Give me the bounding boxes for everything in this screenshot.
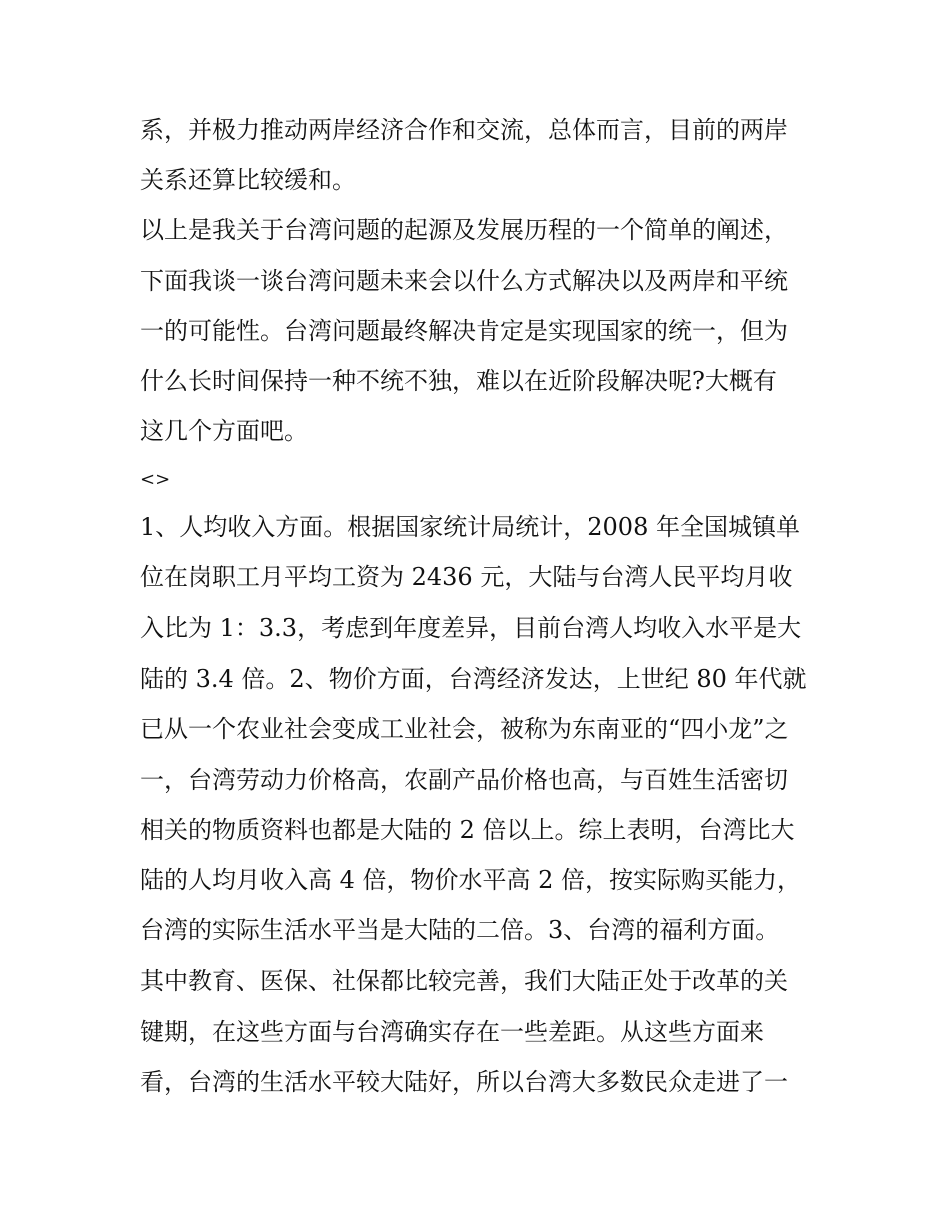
text-line: 下面我谈一谈台湾问题未来会以什么方式解决以及两岸和平统 bbox=[140, 267, 788, 295]
text-line: 相关的物质资料也都是大陆的 2 倍以上。综上表明，台湾比大 bbox=[140, 816, 795, 844]
text-line: 什么长时间保持一种不统不独，难以在近阶段解决呢?大概有 bbox=[140, 367, 777, 395]
text-line: 已从一个农业社会变成工业社会，被称为东南亚的“四小龙”之 bbox=[140, 715, 789, 743]
text-line: 陆的人均月收入高 4 倍，物价水平高 2 倍，按实际购买能力， bbox=[140, 866, 802, 894]
text-line: <> bbox=[140, 469, 171, 490]
text-line: 系，并极力推动两岸经济合作和交流，总体而言，目前的两岸 bbox=[140, 116, 788, 144]
text-line: 看，台湾的生活水平较大陆好，所以台湾大多数民众走进了一 bbox=[140, 1068, 788, 1096]
text-line: 入比为 1：3.3，考虑到年度差异，目前台湾人均收入水平是大 bbox=[140, 614, 802, 642]
text-line: 一，台湾劳动力价格高，农副产品价格也高，与百姓生活密切 bbox=[140, 766, 788, 794]
text-line: 关系还算比较缓和。 bbox=[140, 166, 356, 194]
text-line: 其中教育、医保、社保都比较完善，我们大陆正处于改革的关 bbox=[140, 967, 788, 995]
text-line: 以上是我关于台湾问题的起源及发展历程的一个简单的阐述， bbox=[140, 216, 788, 244]
text-line: 陆的 3.4 倍。2、物价方面，台湾经济发达，上世纪 80 年代就 bbox=[140, 665, 807, 693]
text-line: 这几个方面吧。 bbox=[140, 417, 308, 445]
text-line: 位在岗职工月平均工资为 2436 元，大陆与台湾人民平均月收 bbox=[140, 563, 793, 591]
text-line: 台湾的实际生活水平当是大陆的二倍。3、台湾的福利方面。 bbox=[140, 916, 780, 944]
text-line: 一的可能性。台湾问题最终解决肯定是实现国家的统一，但为 bbox=[140, 317, 788, 345]
text-line: 键期，在这些方面与台湾确实存在一些差距。从这些方面来 bbox=[140, 1018, 764, 1046]
text-line: 1、人均收入方面。根据国家统计局统计，2008 年全国城镇单 bbox=[140, 513, 800, 541]
